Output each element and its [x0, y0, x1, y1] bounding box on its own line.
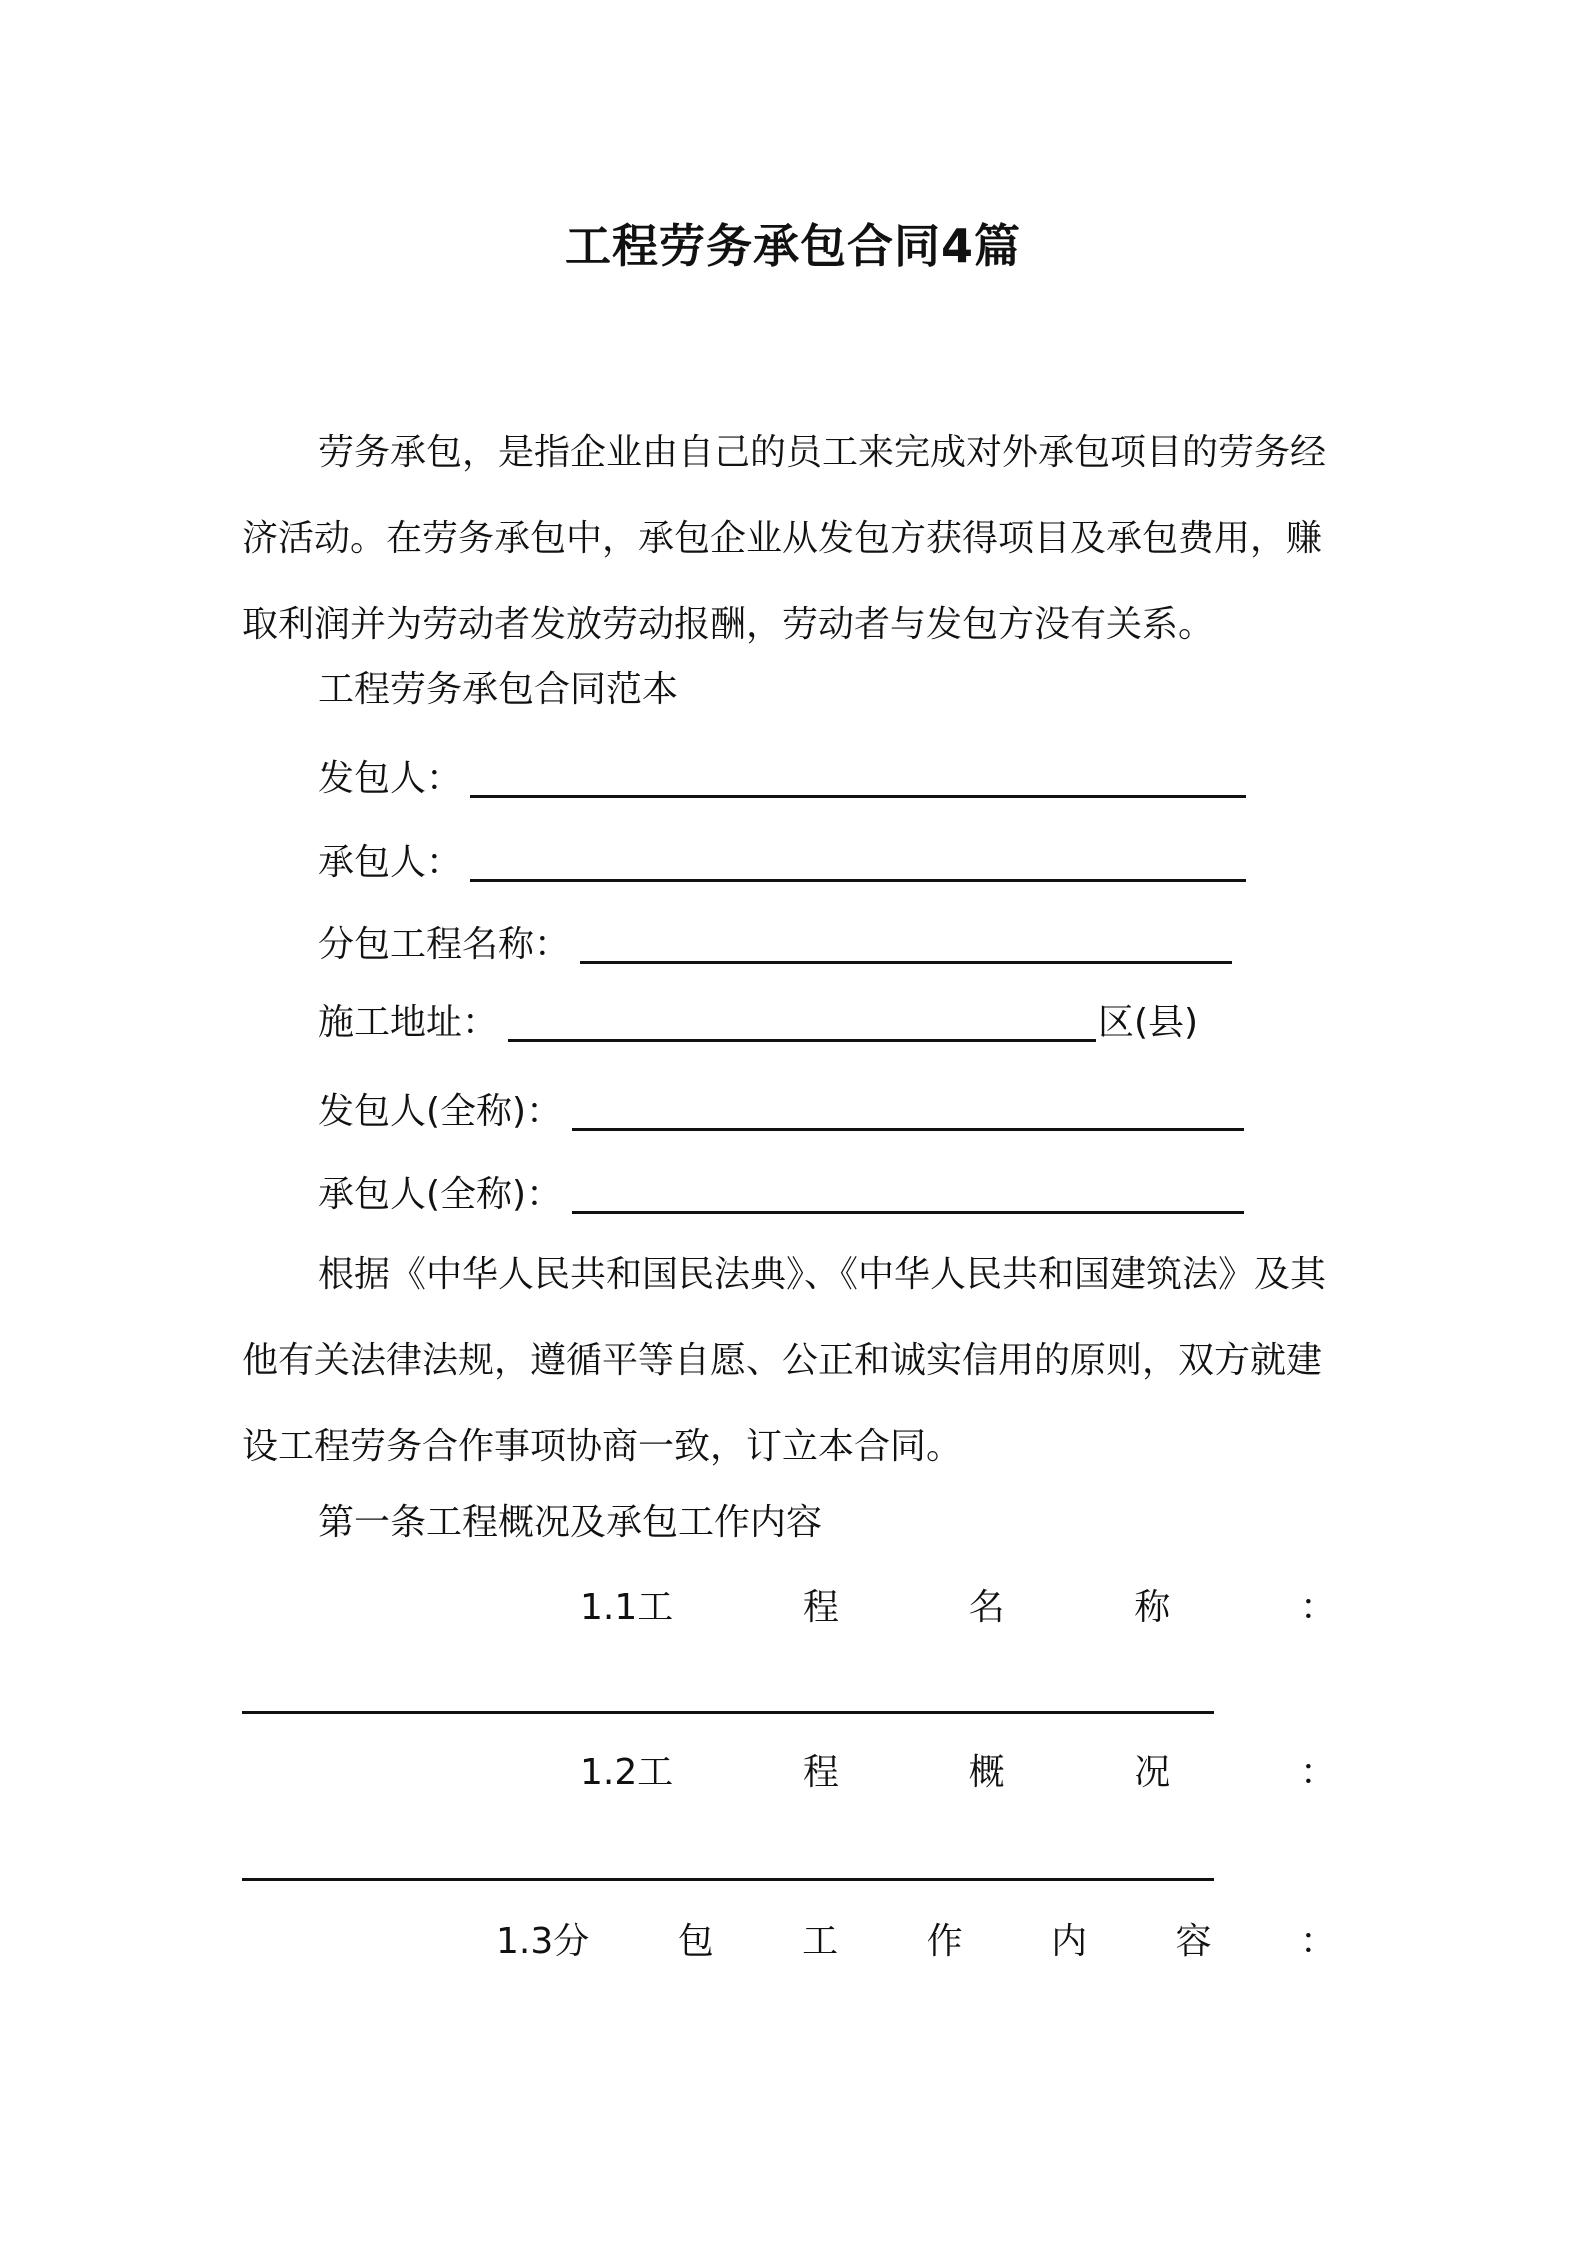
site-address-blank [508, 1039, 1096, 1042]
item-1-2-part: 1.2工 [580, 1752, 674, 1793]
item-1-2-part: ： [1299, 1752, 1336, 1793]
item-1-3-part: 作 [926, 1921, 963, 1962]
item-1-1-part: 名 [968, 1587, 1005, 1628]
item-1-3-part: 工 [802, 1921, 839, 1962]
employer-blank [470, 795, 1246, 798]
item-1-3-part: 内 [1051, 1921, 1088, 1962]
intro-paragraph: 劳务承包，是指企业由自己的员工来完成对外承包项目的劳务经济活动。在劳务承包中，承包企业从发包方获得项目及承包费用，赚取利润并为劳动者发放劳动报酬，劳动者与发包方没有关系。 [242, 432, 1327, 645]
sample-heading: 工程劳务承包合同范本 [318, 669, 679, 710]
item-1-3-part: 1.3分 [496, 1921, 590, 1962]
site-address-label: 施工地址： [318, 1002, 499, 1043]
contractor-full-blank [572, 1211, 1244, 1214]
item-1-1-part: ： [1299, 1587, 1336, 1628]
item-1-1-line [580, 1586, 1336, 1630]
item-1-3-part: ： [1299, 1921, 1336, 1962]
contractor-full-label: 承包人(全称)： [318, 1174, 563, 1215]
site-address-suffix: 区(县) [1098, 1002, 1199, 1043]
item-1-1-part: 1.1工 [580, 1587, 674, 1628]
item-1-2-blank [242, 1878, 1214, 1881]
item-1-3-line [496, 1920, 1336, 1964]
contractor-label: 承包人： [318, 842, 463, 883]
item-1-1-blank [242, 1711, 1214, 1714]
employer-full-blank [572, 1128, 1244, 1131]
item-1-2-part: 程 [802, 1752, 839, 1793]
item-1-2-line [580, 1751, 1336, 1795]
project-name-label: 分包工程名称： [318, 924, 571, 965]
contractor-blank [470, 879, 1246, 882]
employer-full-label: 发包人(全称)： [318, 1091, 563, 1132]
item-1-1-part: 程 [802, 1587, 839, 1628]
legal-basis-paragraph: 根据《中华人民共和国民法典》、《中华人民共和国建筑法》及其他有关法律法规，遵循平等自愿、公正和诚实信用的原则，双方就建设工程劳务合作事项协商一致，订立本合同。 [242, 1254, 1327, 1467]
item-1-2-part: 况 [1134, 1752, 1171, 1793]
item-1-2-part: 概 [968, 1752, 1005, 1793]
item-1-3-part: 容 [1175, 1921, 1212, 1962]
document-title: 工程劳务承包合同4篇 [564, 219, 1021, 273]
employer-label: 发包人： [318, 758, 463, 799]
item-1-1-part: 称 [1134, 1587, 1171, 1628]
article1-heading: 第一条工程概况及承包工作内容 [318, 1502, 823, 1543]
project-name-blank [580, 961, 1232, 964]
item-1-3-part: 包 [677, 1921, 714, 1962]
